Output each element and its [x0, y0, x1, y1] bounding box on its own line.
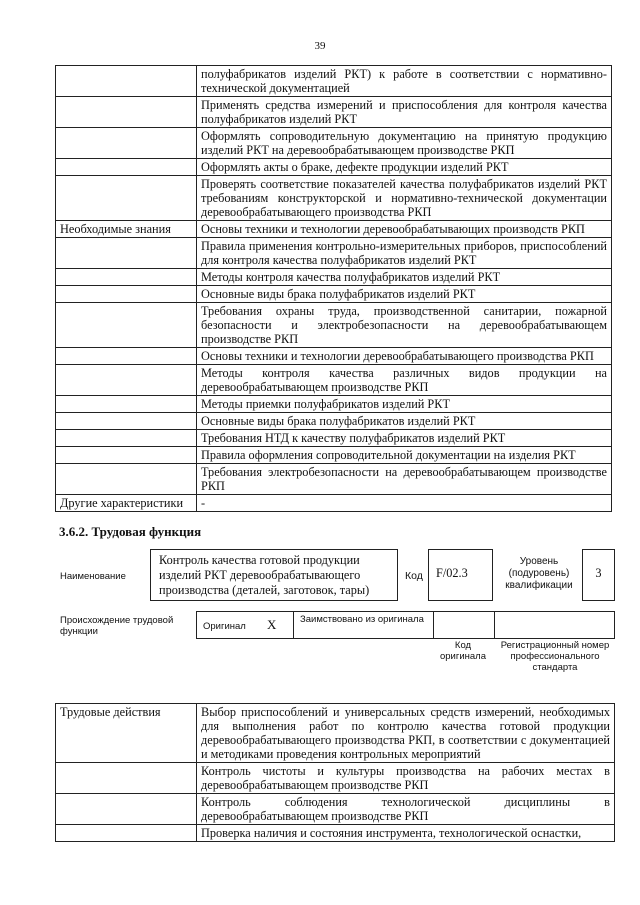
- table-row: [56, 176, 612, 221]
- page-number: 39: [314, 40, 326, 52]
- row-label: [56, 269, 197, 286]
- function-name: Контроль качества готовой продукции изделий РКТ деревообрабатывающего производства (деталей, заготовок, тары): [159, 553, 370, 597]
- row-text: Требования НТД к качеству полуфабрикатов изделий РКТ: [197, 430, 612, 447]
- row-label: [56, 396, 197, 413]
- level-label: Уровень (подуровень) квалификации: [505, 556, 573, 591]
- row-label: [56, 464, 197, 495]
- table-row: [56, 825, 615, 842]
- row-label: [56, 348, 197, 365]
- table-row: [56, 413, 612, 430]
- row-text: Контроль чистоты и культуры производства на рабочих местах в деревообрабатывающем производстве РКП: [197, 763, 615, 794]
- row-label: [56, 176, 197, 221]
- row-text: Основные виды брака полуфабрикатов изделий РКТ: [197, 413, 612, 430]
- row-text: полуфабрикатов изделий РКТ) к работе в соответствии с нормативно-технической документацией: [197, 66, 612, 97]
- row-text: Требования охраны труда, производственной санитарии, пожарной безопасности и электробезопасности на деревообрабатывающем производстве РКП: [197, 303, 612, 348]
- row-label: [56, 303, 197, 348]
- table-row: [56, 348, 612, 365]
- table-row: [56, 794, 615, 825]
- row-label: [56, 763, 197, 794]
- name-label: Наименование: [60, 571, 126, 582]
- row-label: [56, 413, 197, 430]
- row-label-other-characteristics: Другие характеристики: [56, 495, 197, 512]
- original-code-box: [433, 611, 495, 639]
- row-text: Контроль соблюдения технологической дисциплины в деревообрабатывающем производстве РКП: [197, 794, 615, 825]
- table-row: [56, 286, 612, 303]
- table-row: [56, 396, 612, 413]
- row-text: -: [197, 495, 612, 512]
- registration-caption: Регистрационный номер профессионального стандарта: [500, 640, 610, 673]
- row-text: Оформлять сопроводительную документацию на принятую продукцию изделий РКТ на деревообрабатывающем производстве РКП: [197, 128, 612, 159]
- row-label: [56, 365, 197, 396]
- table-row: [56, 365, 612, 396]
- code-label: Код: [405, 570, 423, 582]
- code-value: F/02.3: [436, 566, 468, 580]
- row-text: Методы контроля качества различных видов продукции на деревообрабатывающем производстве РКП: [197, 365, 612, 396]
- row-text: Требования электробезопасности на деревообрабатывающем производстве РКП: [197, 464, 612, 495]
- row-text: Правила оформления сопроводительной документации на изделия РКТ: [197, 447, 612, 464]
- row-label: [56, 825, 197, 842]
- row-text: Методы контроля качества полуфабрикатов изделий РКТ: [197, 269, 612, 286]
- name-box: [150, 549, 398, 601]
- table-row: [56, 447, 612, 464]
- table-row: [56, 430, 612, 447]
- origin-label: Происхождение трудовой функции: [60, 615, 174, 637]
- code-caption: Код оригинала: [439, 640, 486, 662]
- table-row: [56, 238, 612, 269]
- row-label: [56, 159, 197, 176]
- row-text: Основные виды брака полуфабрикатов изделий РКТ: [197, 286, 612, 303]
- row-label-labor-actions: Трудовые действия: [56, 704, 197, 763]
- row-label: [56, 286, 197, 303]
- code-box: [428, 549, 493, 601]
- table-row: [56, 704, 615, 763]
- borrowed-label: Заимствовано из оригинала: [300, 614, 424, 625]
- row-label: [56, 66, 197, 97]
- table-row: [56, 464, 612, 495]
- row-label: [56, 238, 197, 269]
- table-row: [56, 128, 612, 159]
- row-text: Основы техники и технологии деревообрабатывающего производства РКП: [197, 348, 612, 365]
- row-label: [56, 128, 197, 159]
- table-row: [56, 303, 612, 348]
- row-label: [56, 430, 197, 447]
- table-row: [56, 495, 612, 512]
- row-text: Методы приемки полуфабрикатов изделий РКТ: [197, 396, 612, 413]
- original-box: [196, 611, 294, 639]
- row-text: Выбор приспособлений и универсальных средств измерений, необходимых для выполнения работ по контролю качества готовой продукции деревообрабатывающего производства РКП, в соответствии с документацией и методиками проведения контрольных мероприятий: [197, 704, 615, 763]
- row-text: Основы техники и технологии деревообрабатывающих производств РКП: [197, 221, 612, 238]
- table-row: [56, 221, 612, 238]
- row-text: Правила применения контрольно-измерительных приборов, приспособлений для контроля качества полуфабрикатов изделий РКТ: [197, 238, 612, 269]
- row-text: Оформлять акты о браке, дефекте продукции изделий РКТ: [197, 159, 612, 176]
- labor-actions-table: [55, 703, 615, 842]
- row-label: [56, 794, 197, 825]
- row-text: Проверка наличия и состояния инструмента, технологической оснастки,: [197, 825, 615, 842]
- row-text: Проверять соответствие показателей качества полуфабрикатов изделий РКТ требованиям конструкторской и нормативно-технической документации деревообрабатывающего производства РКП: [197, 176, 612, 221]
- row-text: Применять средства измерений и приспособления для контроля качества полуфабрикатов изделий РКТ: [197, 97, 612, 128]
- table-row: [56, 66, 612, 97]
- row-label: [56, 447, 197, 464]
- registration-number-box: [494, 611, 615, 639]
- knowledge-table: [55, 65, 612, 512]
- table-row: [56, 97, 612, 128]
- section-title: 3.6.2. Трудовая функция: [59, 524, 202, 539]
- level-box: [582, 549, 615, 601]
- table-row: [56, 763, 615, 794]
- table-row: [56, 159, 612, 176]
- borrowed-box: [293, 611, 434, 639]
- original-mark: X: [267, 617, 277, 632]
- original-label: Оригинал: [203, 621, 246, 632]
- row-label: [56, 97, 197, 128]
- level-value: 3: [595, 566, 602, 580]
- table-row: [56, 269, 612, 286]
- row-label-required-knowledge: Необходимые знания: [56, 221, 197, 238]
